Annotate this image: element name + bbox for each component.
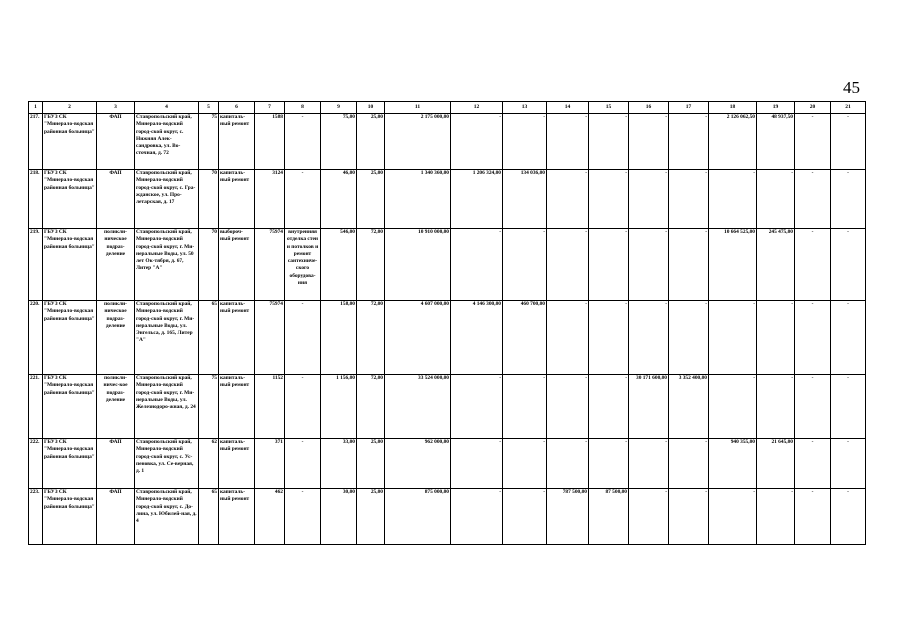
table-cell: 3124 [255,170,285,229]
table-cell: - [629,489,669,545]
table-cell: - [547,170,589,229]
table-cell: выбороч-ный ремонт [219,229,255,301]
table-cell: 33 524 000,00 [385,375,451,439]
table-cell: - [709,301,757,375]
table-cell: - [669,114,709,170]
column-header: 13 [503,102,547,114]
table-cell: - [757,375,795,439]
table-cell: - [503,114,547,170]
table-cell: 4 146 300,00 [451,301,503,375]
table-cell: капиталь-ный ремонт [219,489,255,545]
table-cell: - [831,439,866,489]
table-cell: 10 664 525,00 [709,229,757,301]
table-cell: - [547,375,589,439]
table-cell: - [757,301,795,375]
table-cell: - [669,439,709,489]
table-cell: 940 355,00 [709,439,757,489]
table-cell: - [589,439,629,489]
table-cell: - [831,229,866,301]
table-cell: 220. [29,301,43,375]
table-cell: 33,00 [321,439,357,489]
table-cell: ФАП [97,170,135,229]
table-cell: - [547,301,589,375]
table-cell: 223. [29,489,43,545]
table-cell: 1588 [255,114,285,170]
table-cell: ГБУЗ СК "Минерало-водская районная больница" [43,375,97,439]
table-cell: - [547,114,589,170]
column-header: 7 [255,102,285,114]
table-cell: - [795,229,831,301]
table-cell: Ставропольский край, Минерало-водский город-ской округ, с. Нижняя Алек-сандровка, ул. Во-сточная, д. 72 [135,114,199,170]
table-cell: внутренняя отделка стен и потолков и ремонт сантехниче-ского оборудова-ния [285,229,321,301]
table-cell: 25,00 [357,489,385,545]
table-body [29,114,866,545]
table-cell: 221. [29,375,43,439]
table-cell: 3 352 400,00 [669,375,709,439]
table-cell: поликли-ническое подраз-деление [97,301,135,375]
table-cell: ГБУЗ СК "Минерало-водская районная больница" [43,229,97,301]
table-cell: - [831,489,866,545]
table-cell: ГБУЗ СК "Минерало-водская районная больница" [43,439,97,489]
table-cell: ФАП [97,114,135,170]
table-cell: 245 475,00 [757,229,795,301]
table-cell: ГБУЗ СК "Минерало-водская районная больница" [43,489,97,545]
table-cell: ГБУЗ СК "Минерало-водская районная больница" [43,114,97,170]
table-cell: - [285,170,321,229]
table-cell: 462 [255,489,285,545]
table-cell: - [629,439,669,489]
table-cell: - [589,301,629,375]
table-cell: - [709,489,757,545]
column-header: 3 [97,102,135,114]
column-header: 2 [43,102,97,114]
table-cell: - [795,170,831,229]
table-cell: - [757,489,795,545]
table-cell: - [285,375,321,439]
table-cell: - [589,375,629,439]
table-cell: 75974 [255,229,285,301]
table-cell: 70 [199,229,219,301]
table-cell: - [451,375,503,439]
table-cell: 46,00 [321,170,357,229]
header-row [29,102,866,114]
column-header: 9 [321,102,357,114]
table-cell: - [503,439,547,489]
table-cell: 75 [199,375,219,439]
table-cell: - [285,301,321,375]
table-cell: 546,00 [321,229,357,301]
table-cell: 787 500,00 [547,489,589,545]
table-cell: - [503,229,547,301]
table-row [29,229,866,301]
table-cell: - [669,301,709,375]
column-header: 17 [669,102,709,114]
table-cell: ФАП [97,439,135,489]
table-cell: - [795,375,831,439]
table-cell: - [285,489,321,545]
column-header: 6 [219,102,255,114]
table-cell: поликли-ническое подраз-деление [97,229,135,301]
table-cell: 460 700,00 [503,301,547,375]
table-cell: 875 000,00 [385,489,451,545]
column-header: 1 [29,102,43,114]
table-cell: 371 [255,439,285,489]
column-header: 11 [385,102,451,114]
table-cell: 75974 [255,301,285,375]
table-cell: Ставропольский край, Минерало-водский город-ской округ, с. Гра-жданское, ул. Про-летарская, д. 17 [135,170,199,229]
table-cell: поликли-ничес-кое подраз-деление [97,375,135,439]
table-cell: ГБУЗ СК "Минерало-водская районная больница" [43,170,97,229]
table-cell: 158,00 [321,301,357,375]
table-row [29,375,866,439]
table-cell: - [669,170,709,229]
table-row [29,170,866,229]
table-cell: - [795,489,831,545]
table-cell: - [547,229,589,301]
table-cell: 219. [29,229,43,301]
table-cell: - [831,114,866,170]
table-cell: 1 340 360,00 [385,170,451,229]
table-cell: 48 937,50 [757,114,795,170]
table-cell: - [629,114,669,170]
table-cell: 25,00 [357,114,385,170]
column-header: 16 [629,102,669,114]
table-cell: - [451,439,503,489]
table-cell: 70 [199,170,219,229]
table-cell: Ставропольский край, Минерало-водский город-ской округ, с. До-лина, ул. Юбилей-ная, д. 4 [135,489,199,545]
table-cell: ГБУЗ СК "Минерало-водская районная больница" [43,301,97,375]
table-cell: 25,00 [357,439,385,489]
table-cell: - [669,229,709,301]
table-cell: - [451,229,503,301]
table-cell: - [795,114,831,170]
table-cell: - [709,170,757,229]
table-cell: капиталь-ный ремонт [219,375,255,439]
table-cell: - [629,301,669,375]
table-cell: - [757,170,795,229]
table-cell: - [795,301,831,375]
table-cell: 2 175 000,00 [385,114,451,170]
table-cell: 4 607 000,00 [385,301,451,375]
column-header: 18 [709,102,757,114]
table-cell: 1 156,00 [321,375,357,439]
table-cell: - [629,229,669,301]
table-cell: - [669,489,709,545]
column-header: 12 [451,102,503,114]
table-cell: 2 126 062,50 [709,114,757,170]
column-header: 8 [285,102,321,114]
table-cell: 134 036,00 [503,170,547,229]
table-cell: 1152 [255,375,285,439]
table-cell: - [503,375,547,439]
table-cell: - [285,114,321,170]
column-header: 15 [589,102,629,114]
table-cell: 87 500,00 [589,489,629,545]
column-header: 5 [199,102,219,114]
table-cell: Ставропольский край, Минерало-водский город-ской округ, с. Ус-пеновка, ул. Се-верная, д. 1 [135,439,199,489]
table-cell: ФАП [97,489,135,545]
column-header: 4 [135,102,199,114]
table-cell: - [589,229,629,301]
table-row [29,489,866,545]
table-cell: Ставропольский край, Минерало-водский город-ской округ, г. Ми-неральные Воды, ул. 50 лет Ок-тября, д. 67, Литер "А" [135,229,199,301]
table-cell: - [589,114,629,170]
column-header: 10 [357,102,385,114]
table-cell: - [503,489,547,545]
table-cell: 217. [29,114,43,170]
table-cell: - [589,170,629,229]
table-row [29,301,866,375]
page-number: 45 [843,78,860,97]
table-cell: 1 206 324,00 [451,170,503,229]
table-cell: капиталь-ный ремонт [219,301,255,375]
table-cell: 222. [29,439,43,489]
table-cell: - [451,489,503,545]
table-cell: 62 [199,439,219,489]
table-cell: 72,00 [357,301,385,375]
table-cell: 25,00 [357,170,385,229]
column-header: 21 [831,102,866,114]
table-cell: Ставропольский край, Минерало-водский город-ской округ, г. Ми-неральные Воды, ул. Железнодоро-жная, д. 24 [135,375,199,439]
table-cell: 65 [199,301,219,375]
table-cell: 75 [199,114,219,170]
table-cell: - [709,375,757,439]
table-cell: - [451,114,503,170]
table-cell: 75,00 [321,114,357,170]
table-cell: 962 000,00 [385,439,451,489]
table-cell: 72,00 [357,375,385,439]
objects-table [28,101,866,545]
table-cell: - [285,439,321,489]
table-cell: капиталь-ный ремонт [219,170,255,229]
table-cell: 30,00 [321,489,357,545]
table-cell: капиталь-ный ремонт [219,114,255,170]
column-header: 14 [547,102,589,114]
table-cell: 30 171 600,00 [629,375,669,439]
table-cell: - [831,301,866,375]
table-cell: - [795,439,831,489]
table-row [29,439,866,489]
table-cell: 218. [29,170,43,229]
table-cell: - [831,170,866,229]
table-row [29,114,866,170]
table-cell: - [629,170,669,229]
column-header: 19 [757,102,795,114]
table-cell: - [831,375,866,439]
table-cell: 65 [199,489,219,545]
table-cell: - [547,439,589,489]
table-cell: Ставропольский край, Минерало-водский город-ской округ, г. Ми-неральные Воды, ул. Энгельса, д. 165, Литер "А" [135,301,199,375]
table-cell: 72,00 [357,229,385,301]
column-header: 20 [795,102,831,114]
table-cell: 21 645,00 [757,439,795,489]
table-cell: 10 910 000,00 [385,229,451,301]
table-cell: капиталь-ный ремонт [219,439,255,489]
